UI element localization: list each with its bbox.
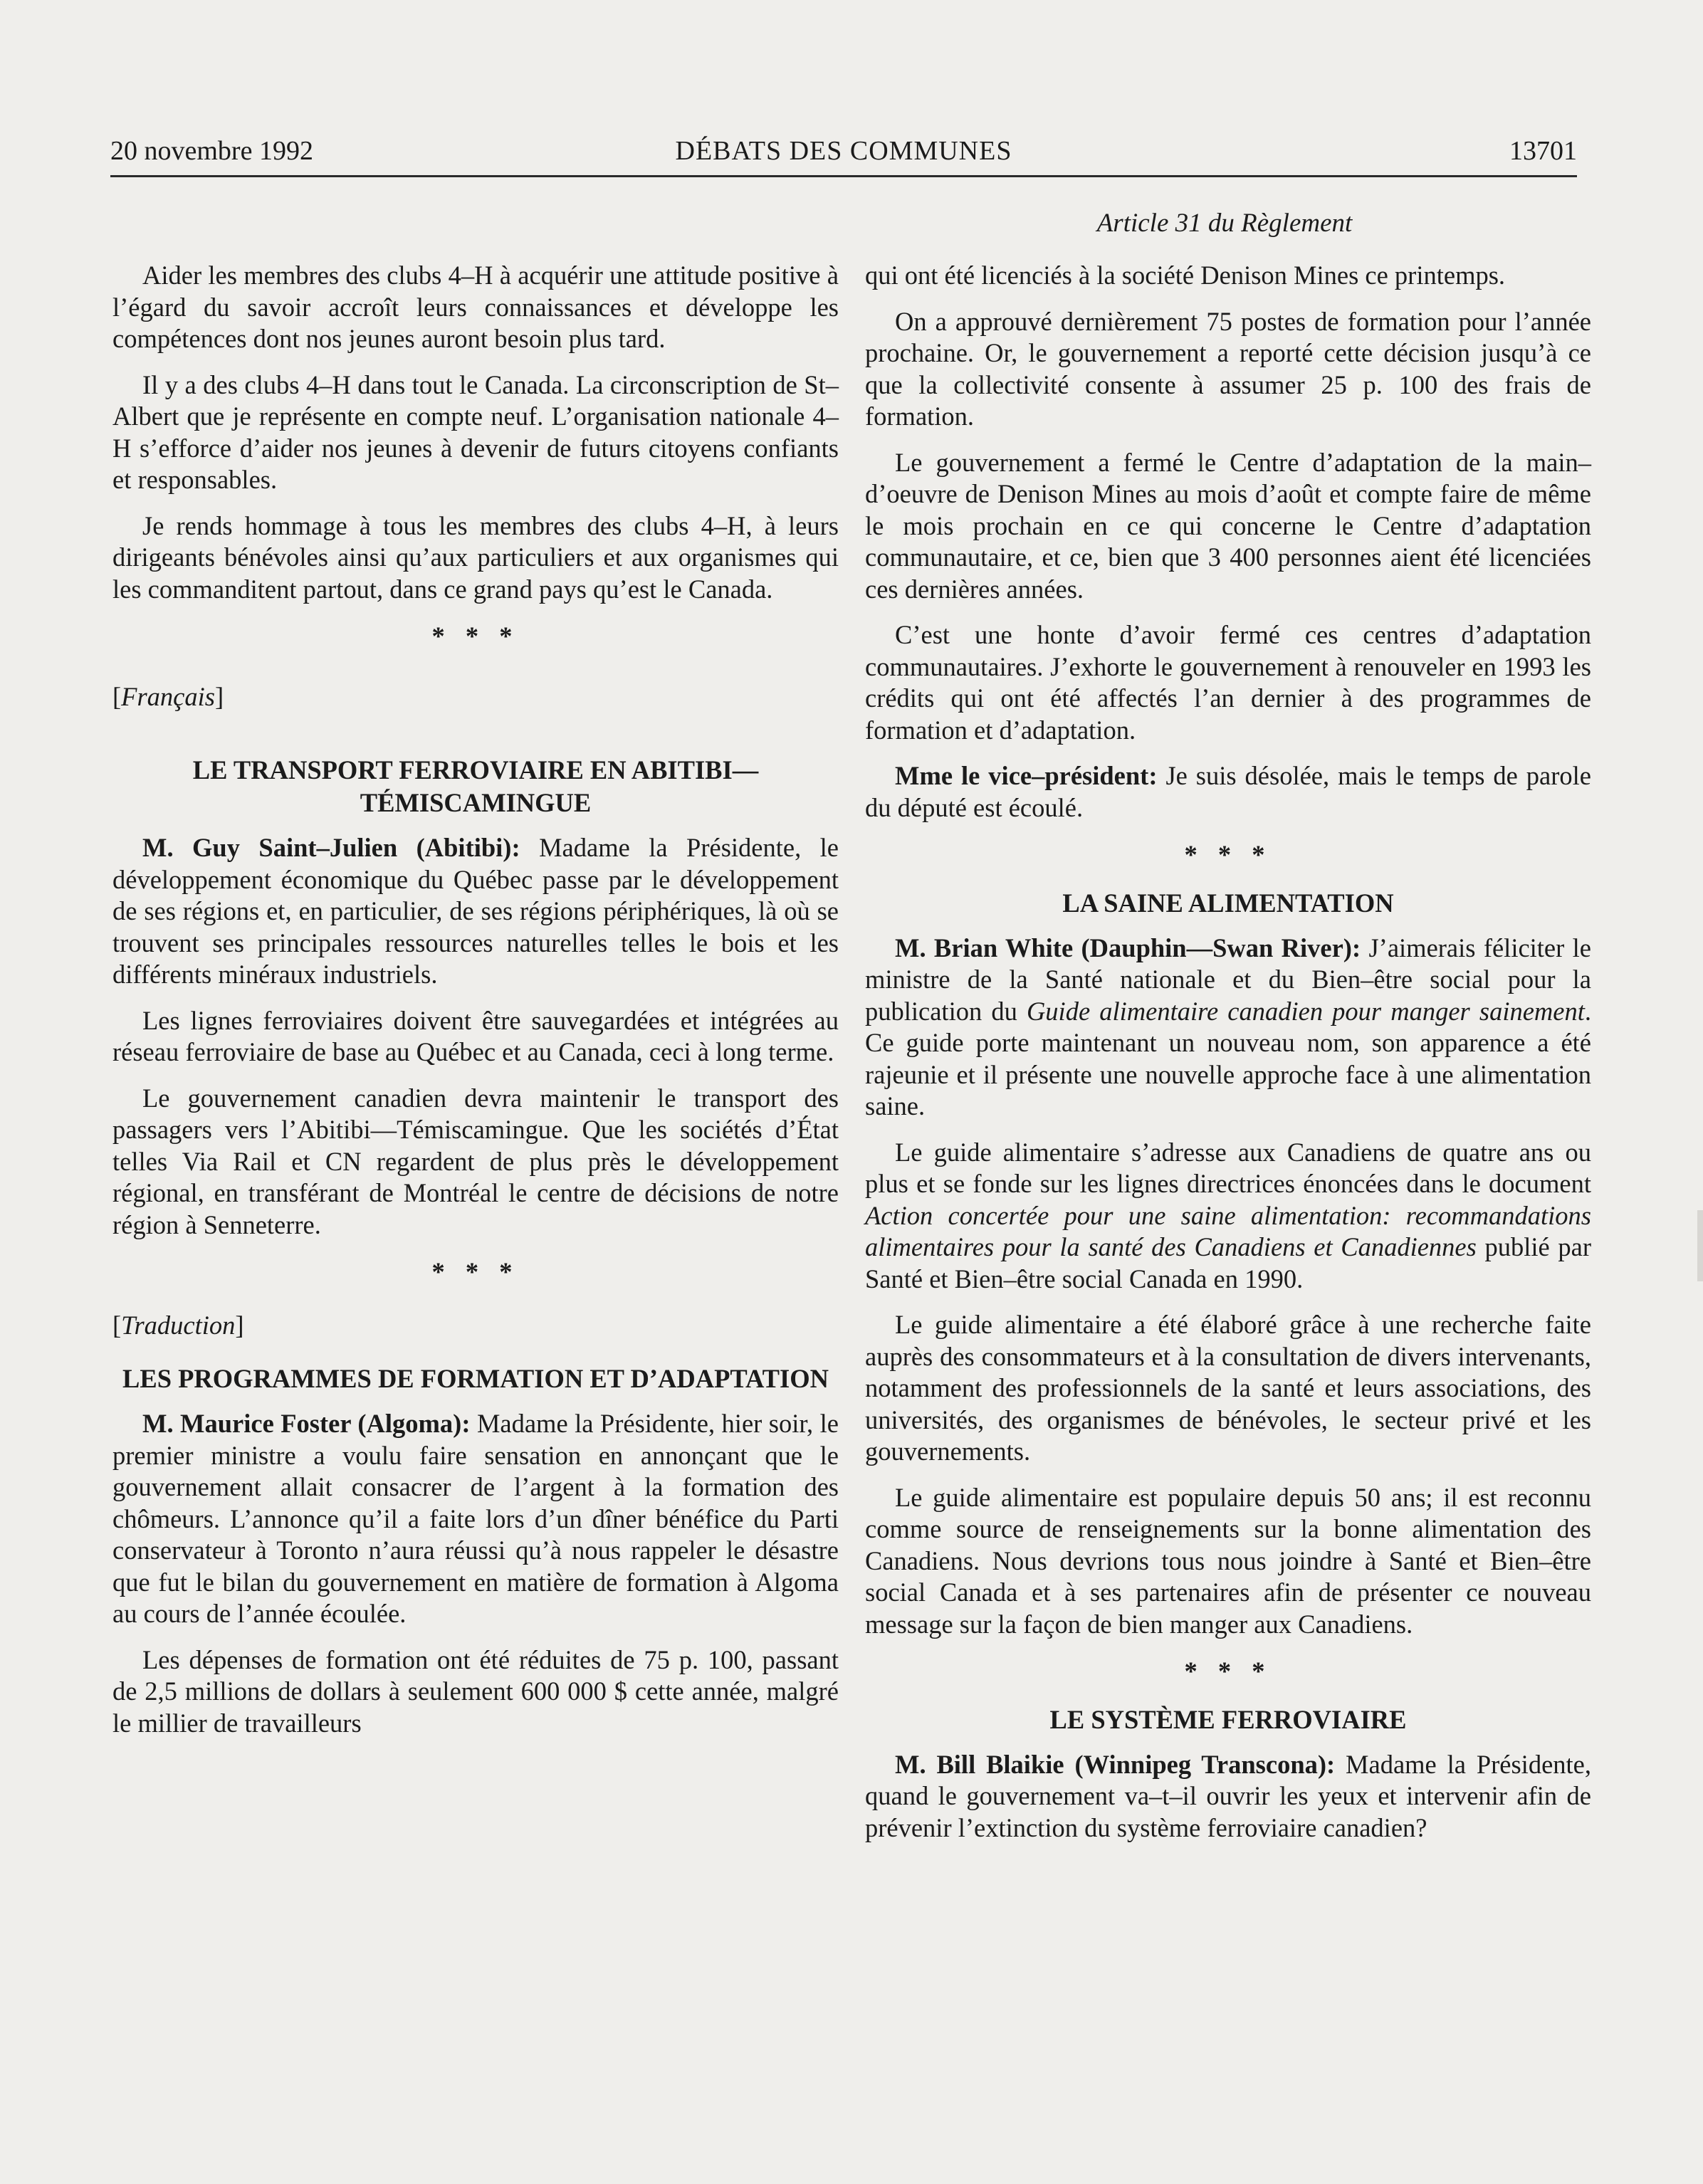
speech-text: . Ce guide porte maintenant un nouveau nom, son apparence a été rajeunie et il présente une nouvelle approche face à une alimentation saine.: [865, 996, 1591, 1120]
section-subheader: Article 31 du Règlement: [1096, 209, 1353, 238]
publication-title: Action concertée pour une saine alimentation: recommandations alimentaires pour la santé des Canadiens et Canadiennes: [865, 1200, 1591, 1261]
paragraph: Il y a des clubs 4–H dans tout le Canada. La circonscription de St–Albert que je représente en compte neuf. L’organisation nationale 4–H s’efforce d’aider nos jeunes à devenir de futurs citoyens confiants et responsables.: [112, 369, 839, 494]
speech-text: J’aimerais féliciter le ministre de la Santé nationale et du Bien–être social pour la publication du: [865, 933, 1591, 1026]
language-label: Français: [121, 681, 215, 711]
paragraph: Aider les membres des clubs 4–H à acquérir une attitude positive à l’égard du savoir accroît leurs connaissances et développe les compétences dont nos jeunes auront besoin plus tard.: [112, 261, 839, 353]
language-note: [Français]: [112, 681, 224, 711]
paragraph: C’est une honte d’avoir fermé ces centres d’adaptation communautaires. J’exhorte le gouvernement à renouveler en 1993 les crédits qui ont été affectés l’an dernier à des programmes de formation et d’adaptation.: [865, 620, 1591, 745]
paragraph: [112, 1408, 839, 1630]
header-date: 20 novembre 1992: [110, 136, 313, 166]
paragraph: [865, 760, 1591, 824]
publication-title: Guide alimentaire canadien pour manger sainement: [1026, 996, 1585, 1026]
paragraph: Le gouvernement canadien devra maintenir le transport des passagers vers l’Abitibi—Témiscamingue. Que les sociétés d’État telles Via Rail et CN regardent de plus près le développement régional, en transférant de Montréal le centre de décisions de notre région à Senneterre.: [112, 1083, 839, 1239]
page-header: [110, 135, 1577, 177]
paragraph: On a approuvé dernièrement 75 postes de formation pour l’année prochaine. Or, le gouvernement a reporté cette décision jusqu’à ce que la collectivité consente à assumer 25 p. 100 des frais de formation.: [865, 306, 1591, 431]
scan-edge-mark: [1697, 1210, 1703, 1281]
section-heading: LES PROGRAMMES DE FORMATION ET D’ADAPTATION: [122, 1364, 829, 1393]
speaker-name: M. Guy Saint–Julien (Abitibi):: [142, 833, 520, 862]
paragraph: Le gouvernement a fermé le Centre d’adaptation de la main–d’oeuvre de Denison Mines au mois d’août et compte faire de même le mois prochain en ce qui concerne le Centre d’adaptation communautaire, et ce, bien que 3 400 personnes aient été licenciées ces dernières années.: [865, 447, 1591, 604]
speaker-name: M. Bill Blaikie (Winnipeg Transcona):: [895, 1749, 1336, 1779]
speech-text: publié par Santé et Bien–être social Canada en 1990.: [865, 1232, 1591, 1293]
paragraph: Le guide alimentaire est populaire depuis 50 ans; il est reconnu comme source de renseignements sur la bonne alimentation des Canadiens. Nous devrions tous nous joindre à Santé et Bien–être social Canada et à ses partenaires afin de présenter ce nouveau message sur la façon de bien manger aux Canadiens.: [865, 1482, 1591, 1639]
speaker-name: M. Brian White (Dauphin—Swan River):: [895, 933, 1361, 962]
speech-text: Je suis désolée, mais le temps de parole du député est écoulé.: [865, 761, 1591, 822]
paragraph: Je rends hommage à tous les membres des clubs 4–H, à leurs dirigeants bénévoles ainsi qu’aux particuliers et aux organismes qui les commanditent partout, dans ce grand pays qu’est le Canada.: [112, 510, 839, 604]
section-separator: * * *: [1184, 840, 1272, 869]
speech-text: Le guide alimentaire s’adresse aux Canadiens de quatre ans ou plus et se fonde sur les lignes directrices énoncées dans le document: [865, 1137, 1591, 1198]
paragraph: Le guide alimentaire a été élaboré grâce à une recherche faite auprès des consommateurs et à la consultation de divers intervenants, notamment des professionnels de la santé et leurs associations, des universités, des organismes de bénévoles, le secteur privé et les gouvernements.: [865, 1310, 1591, 1466]
speech-text: Madame la Présidente, quand le gouvernement va–t–il ouvrir les yeux et intervenir afin de prévenir l’extinction du système ferroviaire canadien?: [865, 1749, 1591, 1842]
section-separator: * * *: [431, 1257, 520, 1286]
section-separator: * * *: [431, 621, 520, 651]
page-number: 13701: [1509, 136, 1577, 166]
paragraph: [865, 933, 1591, 1123]
language-label: Traduction: [121, 1310, 236, 1340]
paragraph: Les lignes ferroviaires doivent être sauvegardées et intégrées au réseau ferroviaire de base au Québec et au Canada, ceci à long terme.: [112, 1005, 839, 1066]
paragraph: [865, 1137, 1591, 1296]
paragraph: Les dépenses de formation ont été réduites de 75 p. 100, passant de 2,5 millions de dollars à seulement 600 000 $ cette année, malgré le millier de travailleurs: [112, 1644, 839, 1738]
section-heading: LA SAINE ALIMENTATION: [1062, 888, 1394, 918]
speaker-name: Mme le vice–président:: [895, 761, 1158, 790]
speech-text: Madame la Présidente, le développement économique du Québec passe par le développement de ses régions et, en particulier, de ses régions périphériques, là où se trouvent ses principales ressources naturelles telles le bois et les différents minéraux industriels.: [112, 833, 839, 989]
paragraph: [112, 832, 839, 991]
left-column: [112, 260, 839, 1753]
header-title: DÉBATS DES COMMUNES: [675, 136, 1012, 166]
section-heading: LE TRANSPORT FERROVIAIRE EN ABITIBI—TÉMISCAMINGUE: [192, 755, 759, 817]
speech-text: Madame la Présidente, hier soir, le premier ministre a voulu faire sensation en annonçant que le gouvernement allait consacrer de l’argent à la formation des chômeurs. L’annonce qu’il a faite lors d’un dîner bénéfice du Parti conservateur à Toronto n’aura réussi qu’à nous rappeler le désastre que fut le bilan du gouvernement en matière de formation à Algoma au cours de l’année écoulée.: [112, 1409, 839, 1628]
speaker-name: M. Maurice Foster (Algoma):: [142, 1409, 471, 1438]
section-heading: LE SYSTÈME FERROVIAIRE: [1049, 1704, 1407, 1734]
language-note: [Traduction]: [112, 1310, 244, 1340]
paragraph: qui ont été licenciés à la société Denison Mines ce printemps.: [865, 261, 1506, 290]
section-separator: * * *: [1184, 1657, 1272, 1686]
right-column: [865, 260, 1591, 1858]
paragraph: [865, 1749, 1591, 1844]
